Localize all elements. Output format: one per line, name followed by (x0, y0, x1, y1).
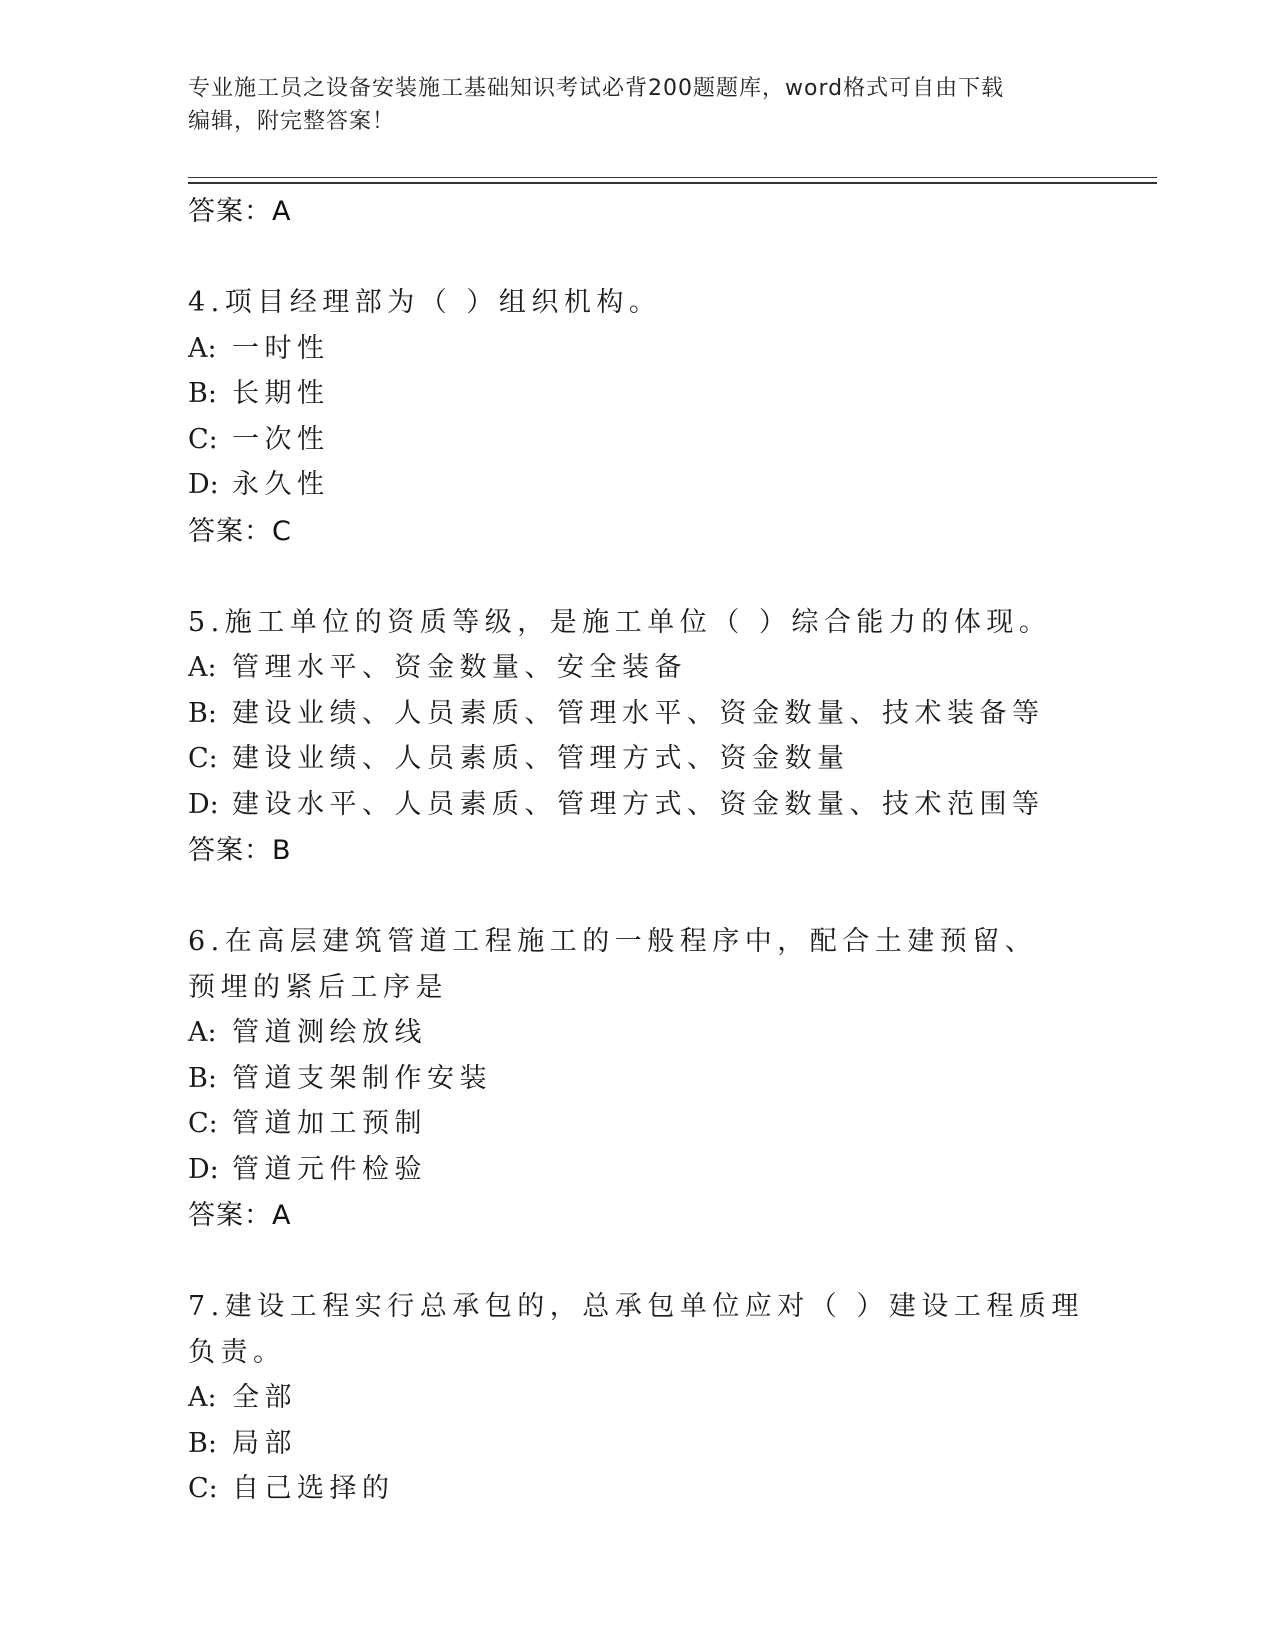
option-letter: B: (188, 378, 217, 409)
option-c (188, 417, 1088, 463)
option-d (188, 782, 1088, 828)
header-divider (188, 177, 1157, 178)
question-block (188, 919, 1088, 1240)
option-text: 建设业绩、人员素质、管理水平、资金数量、技术装备等 (232, 697, 1045, 729)
option-letter: A: (188, 652, 217, 683)
option-letter: D: (188, 469, 219, 500)
option-text: 一时性 (232, 332, 330, 364)
option-a (188, 1010, 1088, 1056)
answer-line: 答案：A (188, 196, 292, 227)
spacer (188, 1240, 1088, 1284)
option-letter: B: (188, 1427, 217, 1459)
option-letter: A: (188, 332, 217, 364)
option-b (188, 691, 1088, 737)
option-letter: B: (188, 1062, 217, 1094)
option-text: 管道测绘放线 (232, 1017, 427, 1048)
option-text: 全部 (232, 1382, 297, 1413)
option-c (188, 736, 1088, 782)
question-text: 6.在高层建筑管道工程施工的一般程序中，配合土建预留、预埋的紧后工序是 (188, 926, 1038, 1003)
question-text: 7.建设工程实行总承包的，总承包单位应对（ ）建设工程质理负责。 (188, 1291, 1084, 1368)
option-letter: C: (188, 1473, 218, 1504)
option-c (188, 1466, 1088, 1512)
option-text: 一次性 (232, 423, 330, 455)
option-a (188, 1375, 1088, 1421)
option-text: 管道加工预制 (232, 1108, 427, 1139)
option-letter: C: (188, 743, 218, 774)
option-letter: D: (188, 1153, 219, 1185)
option-text: 建设水平、人员素质、管理方式、资金数量、技术范围等 (232, 788, 1045, 820)
option-c (188, 1101, 1088, 1147)
question-text: 5.施工单位的资质等级，是施工单位（ ）综合能力的体现。 (188, 606, 1052, 638)
header-divider-thick (188, 182, 1157, 184)
option-text: 管道支架制作安装 (232, 1062, 492, 1094)
option-text: 管道元件检验 (232, 1153, 427, 1185)
question-block (188, 280, 1088, 556)
option-b (188, 1056, 1088, 1102)
option-letter: C: (188, 423, 218, 455)
question-list (188, 188, 1088, 1512)
option-letter: B: (188, 697, 217, 729)
question-text: 4.项目经理部为（ ）组织机构。 (188, 287, 662, 318)
option-text: 长期性 (232, 378, 330, 409)
option-d (188, 1147, 1088, 1193)
answer-line: 答案：A (188, 1200, 292, 1231)
option-letter: A: (188, 1382, 217, 1413)
answer-line: 答案：C (188, 515, 292, 547)
question-block (188, 1284, 1088, 1512)
option-b (188, 371, 1088, 417)
answer-line: 答案：B (188, 835, 292, 866)
option-b (188, 1421, 1088, 1467)
option-text: 局部 (232, 1427, 297, 1459)
option-text: 建设业绩、人员素质、管理方式、资金数量 (232, 743, 850, 774)
header-line-1: 专业施工员之设备安装施工基础知识考试必背200题题库，word格式可自由下载 (188, 76, 1005, 101)
spacer (188, 875, 1088, 919)
document-header (188, 72, 1068, 138)
option-d (188, 462, 1088, 508)
option-text: 永久性 (232, 469, 330, 500)
option-letter: C: (188, 1108, 218, 1139)
option-a (188, 645, 1088, 691)
option-letter: D: (188, 788, 219, 820)
header-line-2: 编辑，附完整答案！ (188, 109, 396, 134)
spacer (188, 236, 1088, 280)
option-a (188, 326, 1088, 372)
question-block (188, 600, 1088, 876)
option-text: 管理水平、资金数量、安全装备 (232, 652, 687, 683)
option-letter: A: (188, 1017, 217, 1048)
spacer (188, 556, 1088, 600)
option-text: 自己选择的 (232, 1473, 395, 1504)
